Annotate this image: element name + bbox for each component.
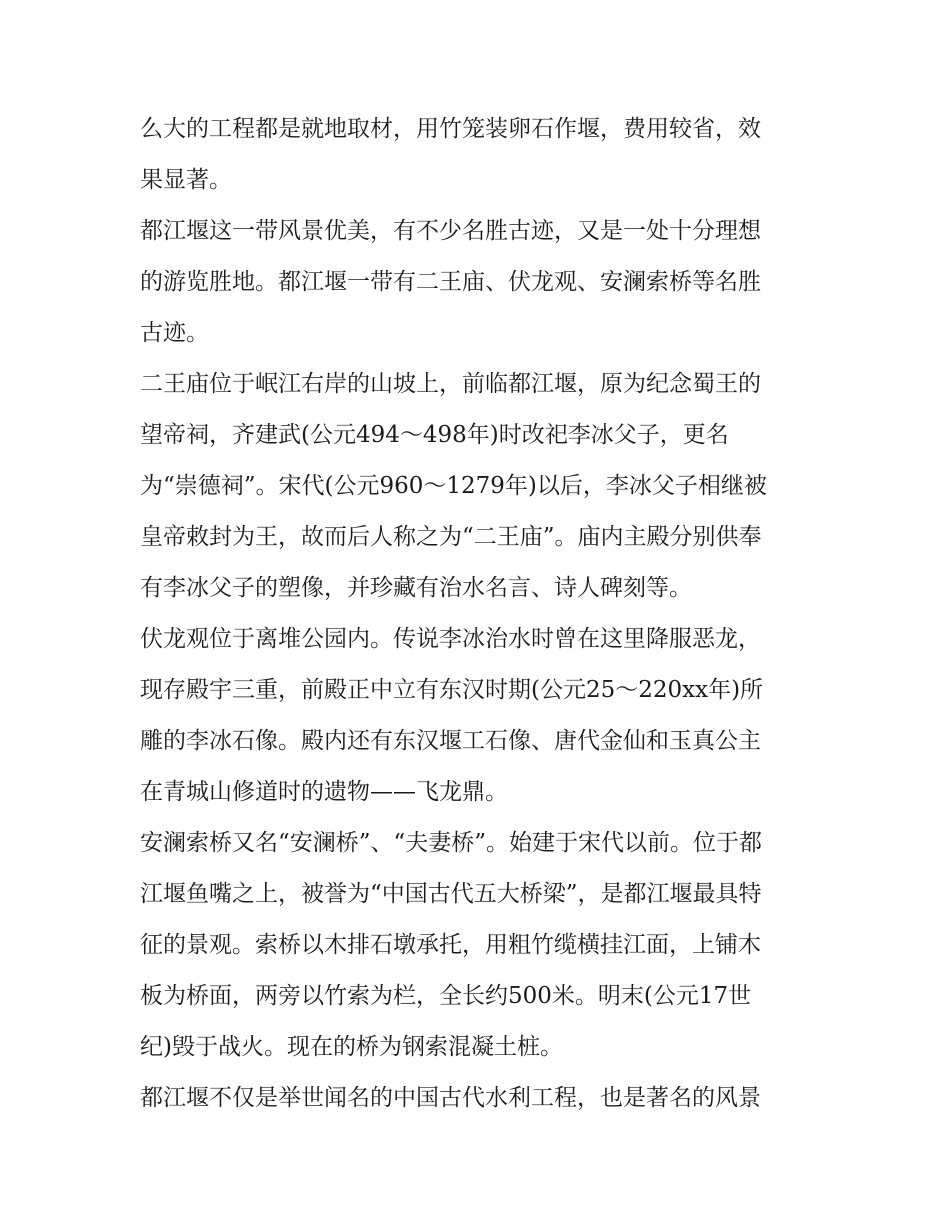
text-line: 二王庙位于岷江右岸的山坡上，前临都江堰，原为纪念蜀王的 xyxy=(140,371,761,397)
text-line: 皇帝敕封为王，故而后人称之为“二王庙”。庙内主殿分别供奉 xyxy=(140,524,762,550)
text-line: 征的景观。索桥以木排石墩承托，用粗竹缆横挂江面，上铺木 xyxy=(140,932,761,958)
text-line: 纪)毁于战火。现在的桥为钢索混凝土桩。 xyxy=(140,1034,563,1060)
text-line: 么大的工程都是就地取材，用竹笼装卵石作堰，费用较省，效 xyxy=(140,116,761,142)
text-line: 果显著。 xyxy=(140,167,232,193)
text-line: 安澜索桥又名“安澜桥”、“夫妻桥”。始建于宋代以前。位于都 xyxy=(140,830,763,856)
text-line: 在青城山修道时的遗物——飞龙鼎。 xyxy=(140,779,508,805)
document-body xyxy=(140,104,812,1124)
text-line: 现存殿宇三重，前殿正中立有东汉时期(公元25～220xx年)所 xyxy=(140,677,764,703)
text-line: 江堰鱼嘴之上，被誉为“中国古代五大桥梁”，是都江堰最具特 xyxy=(140,881,762,907)
text-line: 伏龙观位于离堆公园内。传说李冰治水时曾在这里降服恶龙， xyxy=(140,626,761,652)
text-line: 古迹。 xyxy=(140,320,209,346)
text-line: 为“崇德祠”。宋代(公元960～1279年)以后，李冰父子相继被 xyxy=(140,473,767,499)
text-line: 板为桥面，两旁以竹索为栏，全长约500米。明末(公元17世 xyxy=(140,983,752,1009)
text-line: 雕的李冰石像。殿内还有东汉堰工石像、唐代金仙和玉真公主 xyxy=(140,728,761,754)
text-line: 都江堰这一带风景优美，有不少名胜古迹，又是一处十分理想 xyxy=(140,218,761,244)
text-line: 的游览胜地。都江堰一带有二王庙、伏龙观、安澜索桥等名胜 xyxy=(140,269,761,295)
text-line: 都江堰不仅是举世闻名的中国古代水利工程，也是著名的风景 xyxy=(140,1085,761,1111)
text-line: 望帝祠，齐建武(公元494～498年)时改祀李冰父子，更名 xyxy=(140,422,729,448)
text-line: 有李冰父子的塑像，并珍藏有治水名言、诗人碑刻等。 xyxy=(140,575,692,601)
